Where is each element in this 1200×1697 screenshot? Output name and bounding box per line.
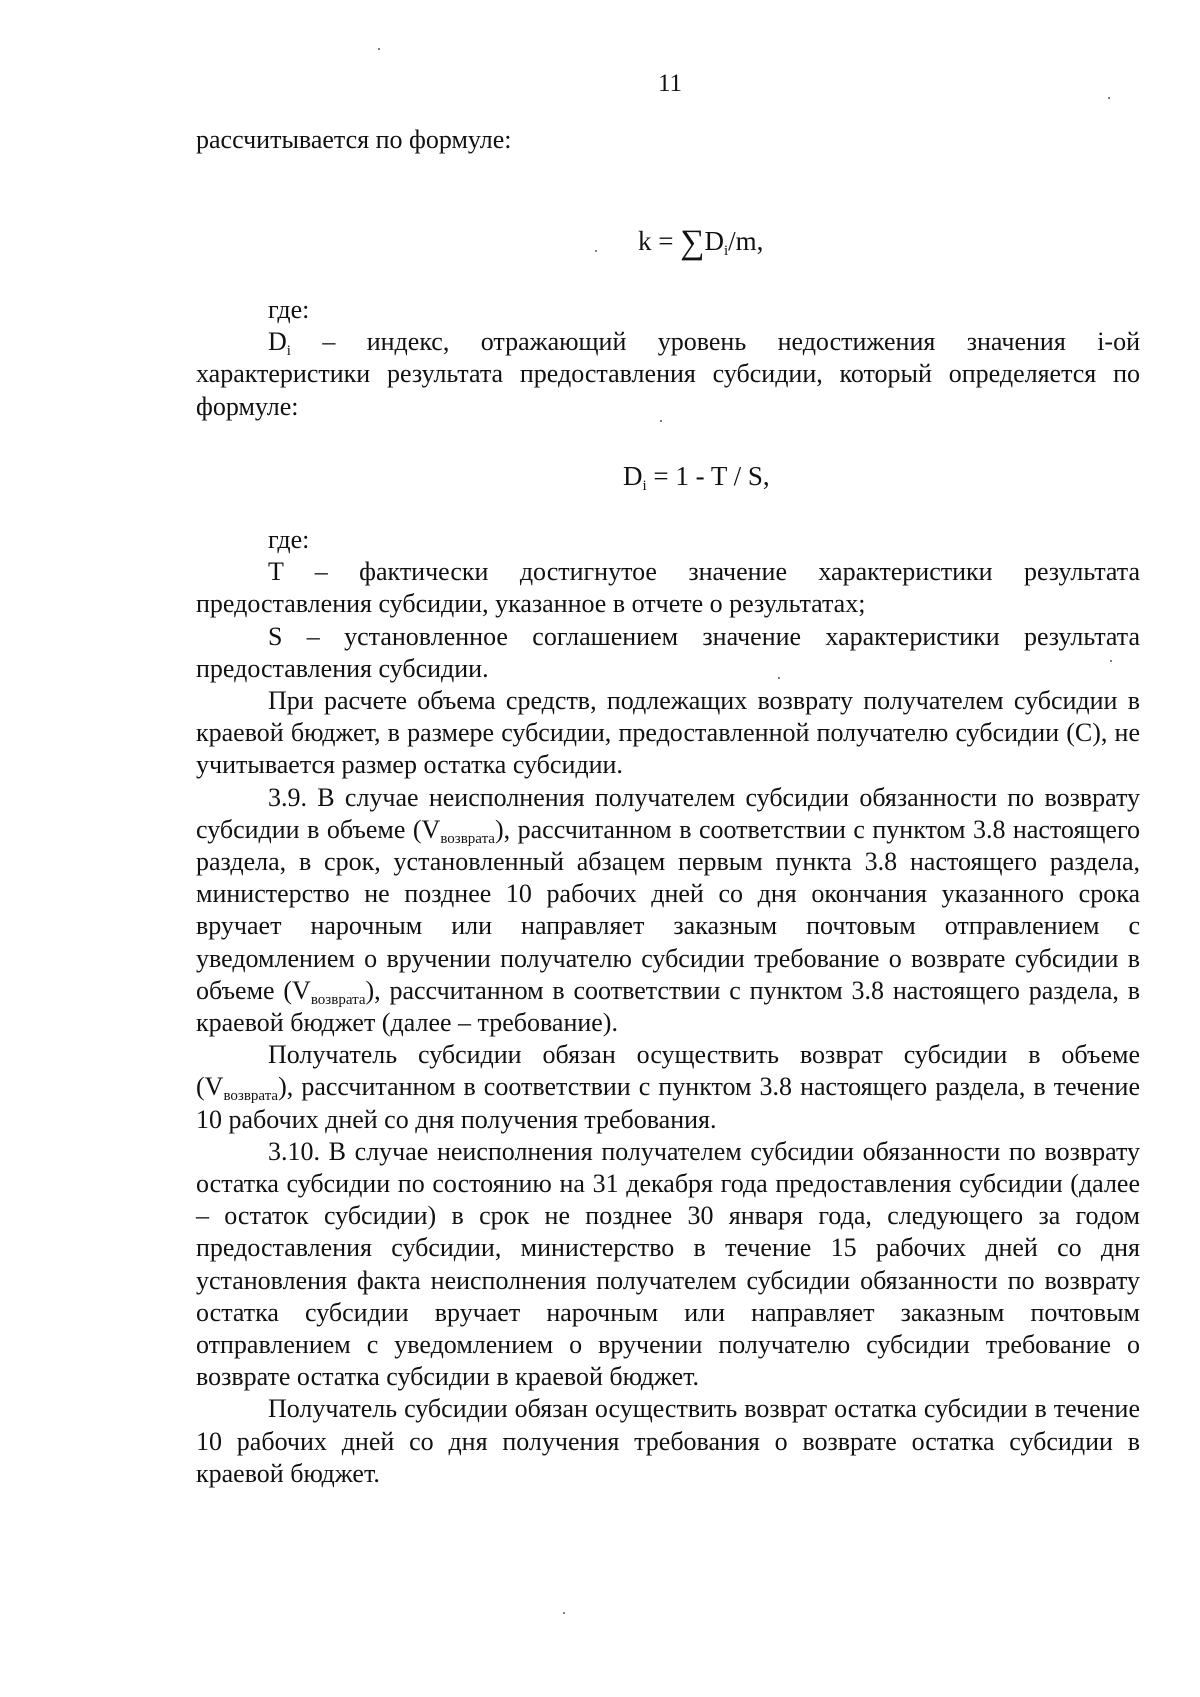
definition-di [196, 326, 1140, 423]
paragraph-recipient-1 [196, 1039, 1140, 1136]
definitions-block-1 [196, 294, 1140, 423]
paragraph-3-9-sub2: возврата [310, 991, 366, 1008]
intro-line [196, 124, 1140, 156]
main-text [196, 524, 1140, 1490]
page-number: 11 [657, 70, 683, 97]
definition-di-text: – индекс, отражающий уровень недостижения значения i-ой характеристики результата предоставления субсидии, который определяется по формуле: [196, 327, 1140, 421]
paragraph-recipient-1-part2: ), рассчитанном в соответствии с пунктом 3.8 настоящего раздела, в течение 10 рабочих дней со дня получения требования. [196, 1072, 1140, 1134]
scan-speck [378, 48, 380, 50]
paragraph-3-9-part1: 3.9. В случае неисполнения получателем субсидии обязанности по возврату субсидии в объеме (V [196, 782, 1140, 844]
scan-speck [563, 1612, 565, 1614]
formula-k-rest: /m, [728, 226, 764, 256]
paragraph-recipient-2: Получатель субсидии обязан осуществить возврат остатка субсидии в течение 10 рабочих дней со дня получения требования о возврате остатка субсидии в краевой бюджет. [196, 1394, 1140, 1488]
where-label-2: где: [268, 525, 310, 554]
paragraph-3-10: 3.10. В случае неисполнения получателем субсидии обязанности по возврату остатка субсидии по состоянию на 31 декабря года предоставления субсидии (далее – остаток субсидии) в срок не позднее 30 января года, следующего за годом предоставления субсидии, министерство в течение 15 рабочих дней со дня установления факта неисполнения получателем субсидии обязанности по возврату остатка субсидии вручает нарочным или направляет заказным почтовым отправлением с уведомлением о вручении получателю субсидии требование о возврате остатка субсидии в краевой бюджет. [196, 1136, 1140, 1392]
formula-d-d: D [623, 461, 643, 491]
definition-s: S – установленное соглашением значение характеристики результата предоставления субсидии. [196, 621, 1140, 683]
paragraph-3-9-part2: ), рассчитанном в соответствии с пунктом 3.8 настоящего раздела, в срок, установленный абзацем первым пункта 3.8 настоящего раздела, министерство не позднее 10 рабочих дней со дня окончания указанного срока вручает нарочным или направляет заказным почтовым отправлением с уведомлением о вручении получателю субсидии требование о возврате субсидии в объеме (V [196, 814, 1140, 1005]
scan-speck [595, 250, 597, 252]
sum-symbol: ∑ [680, 224, 705, 261]
formula-k [638, 226, 763, 260]
paragraph-3-9-part3: ), рассчитанном в соответствии с пунктом 3.8 настоящего раздела, в краевой бюджет (далее – требование). [196, 975, 1140, 1038]
formula-d-d-sub: i [642, 478, 647, 494]
formula-d-rest: = 1 - T / S, [646, 461, 770, 491]
intro-text: рассчитывается по формуле: [196, 125, 512, 154]
definition-di-symbol: D [268, 327, 287, 357]
formula-k-d: D [704, 226, 724, 256]
paragraph-recipient-1-part1: Получатель субсидии обязан осуществить возврат субсидии в объеме (V [196, 1040, 1140, 1102]
formula-d [623, 461, 770, 492]
paragraph-3-9-sub1: возврата [440, 830, 495, 847]
formula-k-lhs: k = [638, 226, 681, 256]
definition-t: T – фактически достигнутое значение характеристики результата предоставления субсидии, указанное в отчете о результатах; [196, 557, 1140, 619]
definition-di-symbol-sub: i [286, 343, 291, 360]
paragraph-calculation: При расчете объема средств, подлежащих возврату получателем субсидии в краевой бюджет, в размере субсидии, предоставленной получателю субсидии (С), не учитывается размер остатка субсидии. [196, 686, 1140, 780]
paragraph-3-9 [196, 782, 1140, 1040]
where-label-1: где: [268, 295, 310, 324]
paragraph-recipient-1-sub1: возврата [223, 1088, 279, 1105]
formula-k-d-sub: i [723, 243, 729, 259]
